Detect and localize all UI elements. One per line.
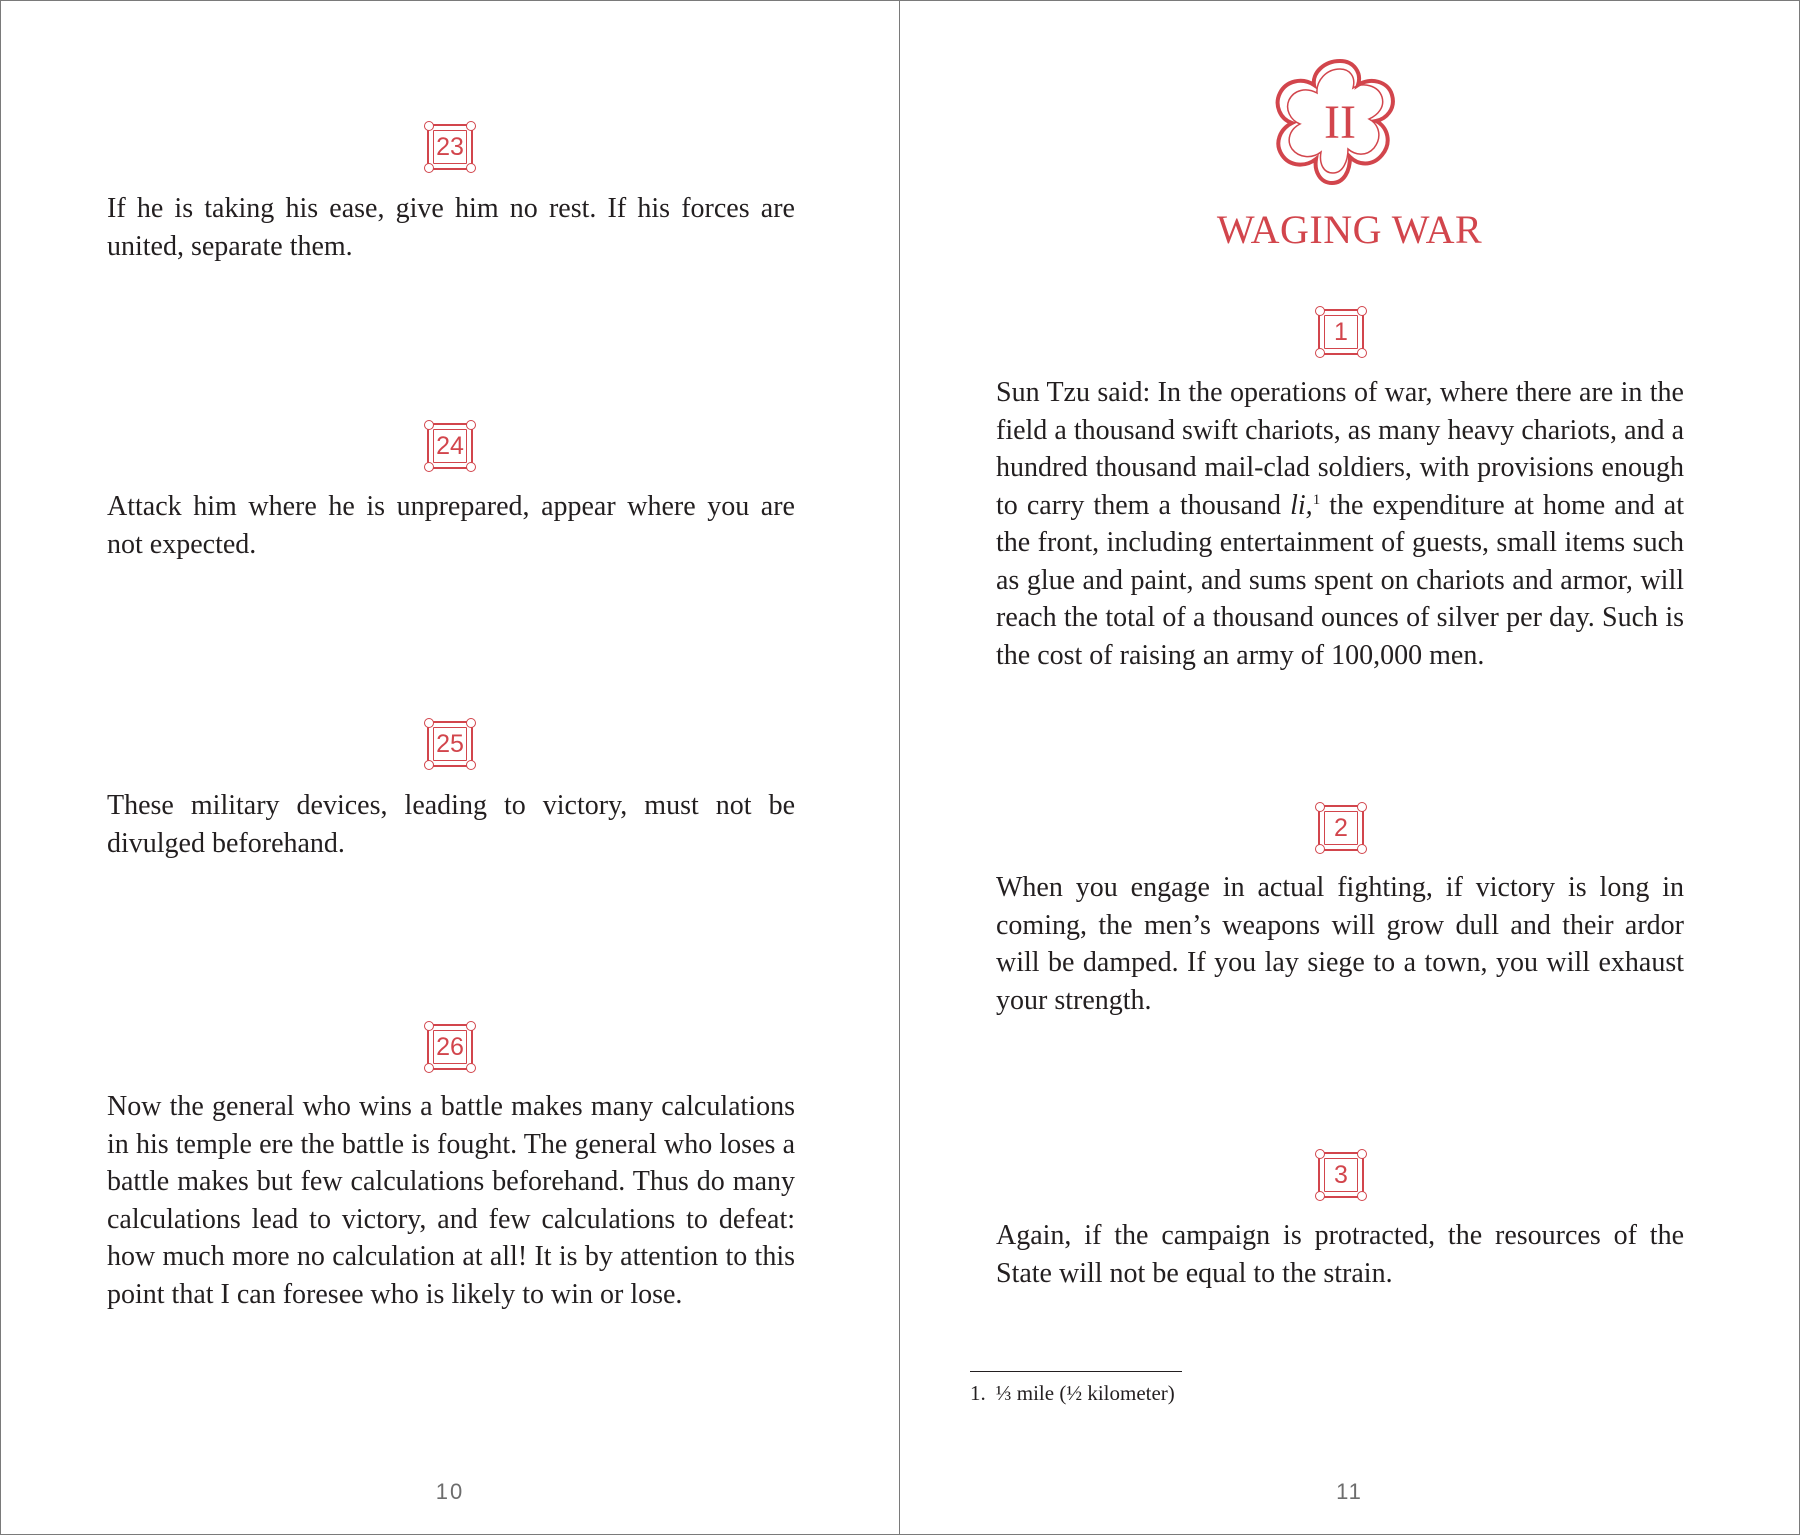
section-paragraph: Sun Tzu said: In the operations of war, where there are in the field a thousand swift chariots, as many heavy chariots, and a hundred thousand mail-clad soldiers, with provisions enough to carry them a thousand li,$^1$ the expenditure at home and at the front, including entertainment of guests, small items such as glue and paint, and sums spent on chariots and armor, will reach the total of a thousand ounces of silver per day. Such is the cost of raising an army of 100,000 men. xyxy=(996,377,1684,671)
right-page xyxy=(900,1,1799,1534)
footnote xyxy=(970,1381,1175,1406)
section-number-badge xyxy=(427,1024,473,1070)
footnote-number: 1. xyxy=(970,1381,986,1405)
section-paragraph: Now the general who wins a battle makes many calculations in his temple ere the battle is fought. The general who loses a battle makes but few calculations beforehand. Thus do many calculations lead to victory, and few calculations to defeat: how much more no calculation at all! It is by attention to this point that I can foresee who is likely to win or lose. xyxy=(107,1091,795,1310)
section-number: 23 xyxy=(436,132,464,161)
section-number: 3 xyxy=(1334,1160,1348,1189)
section-number: 26 xyxy=(436,1032,464,1061)
section-number: 1 xyxy=(1334,317,1348,346)
section-number: 2 xyxy=(1334,813,1348,842)
section-number-badge xyxy=(427,124,473,170)
section-paragraph: Again, if the campaign is protracted, the resources of the State will not be equal to the strain. xyxy=(996,1220,1684,1289)
section-number: 24 xyxy=(436,431,464,460)
section-number-badge xyxy=(427,721,473,767)
chapter-numeral: II xyxy=(1324,96,1356,149)
footnote-rule xyxy=(970,1371,1182,1372)
footnote-reference[interactable]: 1 xyxy=(1312,491,1321,508)
left-page xyxy=(1,1,899,1534)
section-number-badge xyxy=(1318,309,1364,355)
section-paragraph: Attack him where he is unprepared, appear where you are not expected. xyxy=(107,491,795,560)
page-number: 11 xyxy=(1336,1479,1363,1504)
section-number-badge xyxy=(1318,805,1364,851)
section-paragraph: If he is taking his ease, give him no rest. If his forces are united, separate them. xyxy=(107,193,795,262)
section-number: 25 xyxy=(436,729,464,758)
footnote-text: ⅓ mile (½ kilometer) xyxy=(995,1381,1175,1405)
page-number: 10 xyxy=(435,1479,465,1504)
section-number-badge xyxy=(427,423,473,469)
italic-term: li, xyxy=(1290,489,1313,521)
section-paragraph: When you engage in actual fighting, if victory is long in coming, the men’s weapons will grow dull and their ardor will be damped. If you lay siege to a town, you will exhaust your strength. xyxy=(996,872,1684,1016)
section-paragraph: These military devices, leading to victory, must not be divulged beforehand. xyxy=(107,790,795,859)
chapter-title: WAGING WAR xyxy=(1216,207,1483,252)
section-number-badge xyxy=(1318,1152,1364,1198)
